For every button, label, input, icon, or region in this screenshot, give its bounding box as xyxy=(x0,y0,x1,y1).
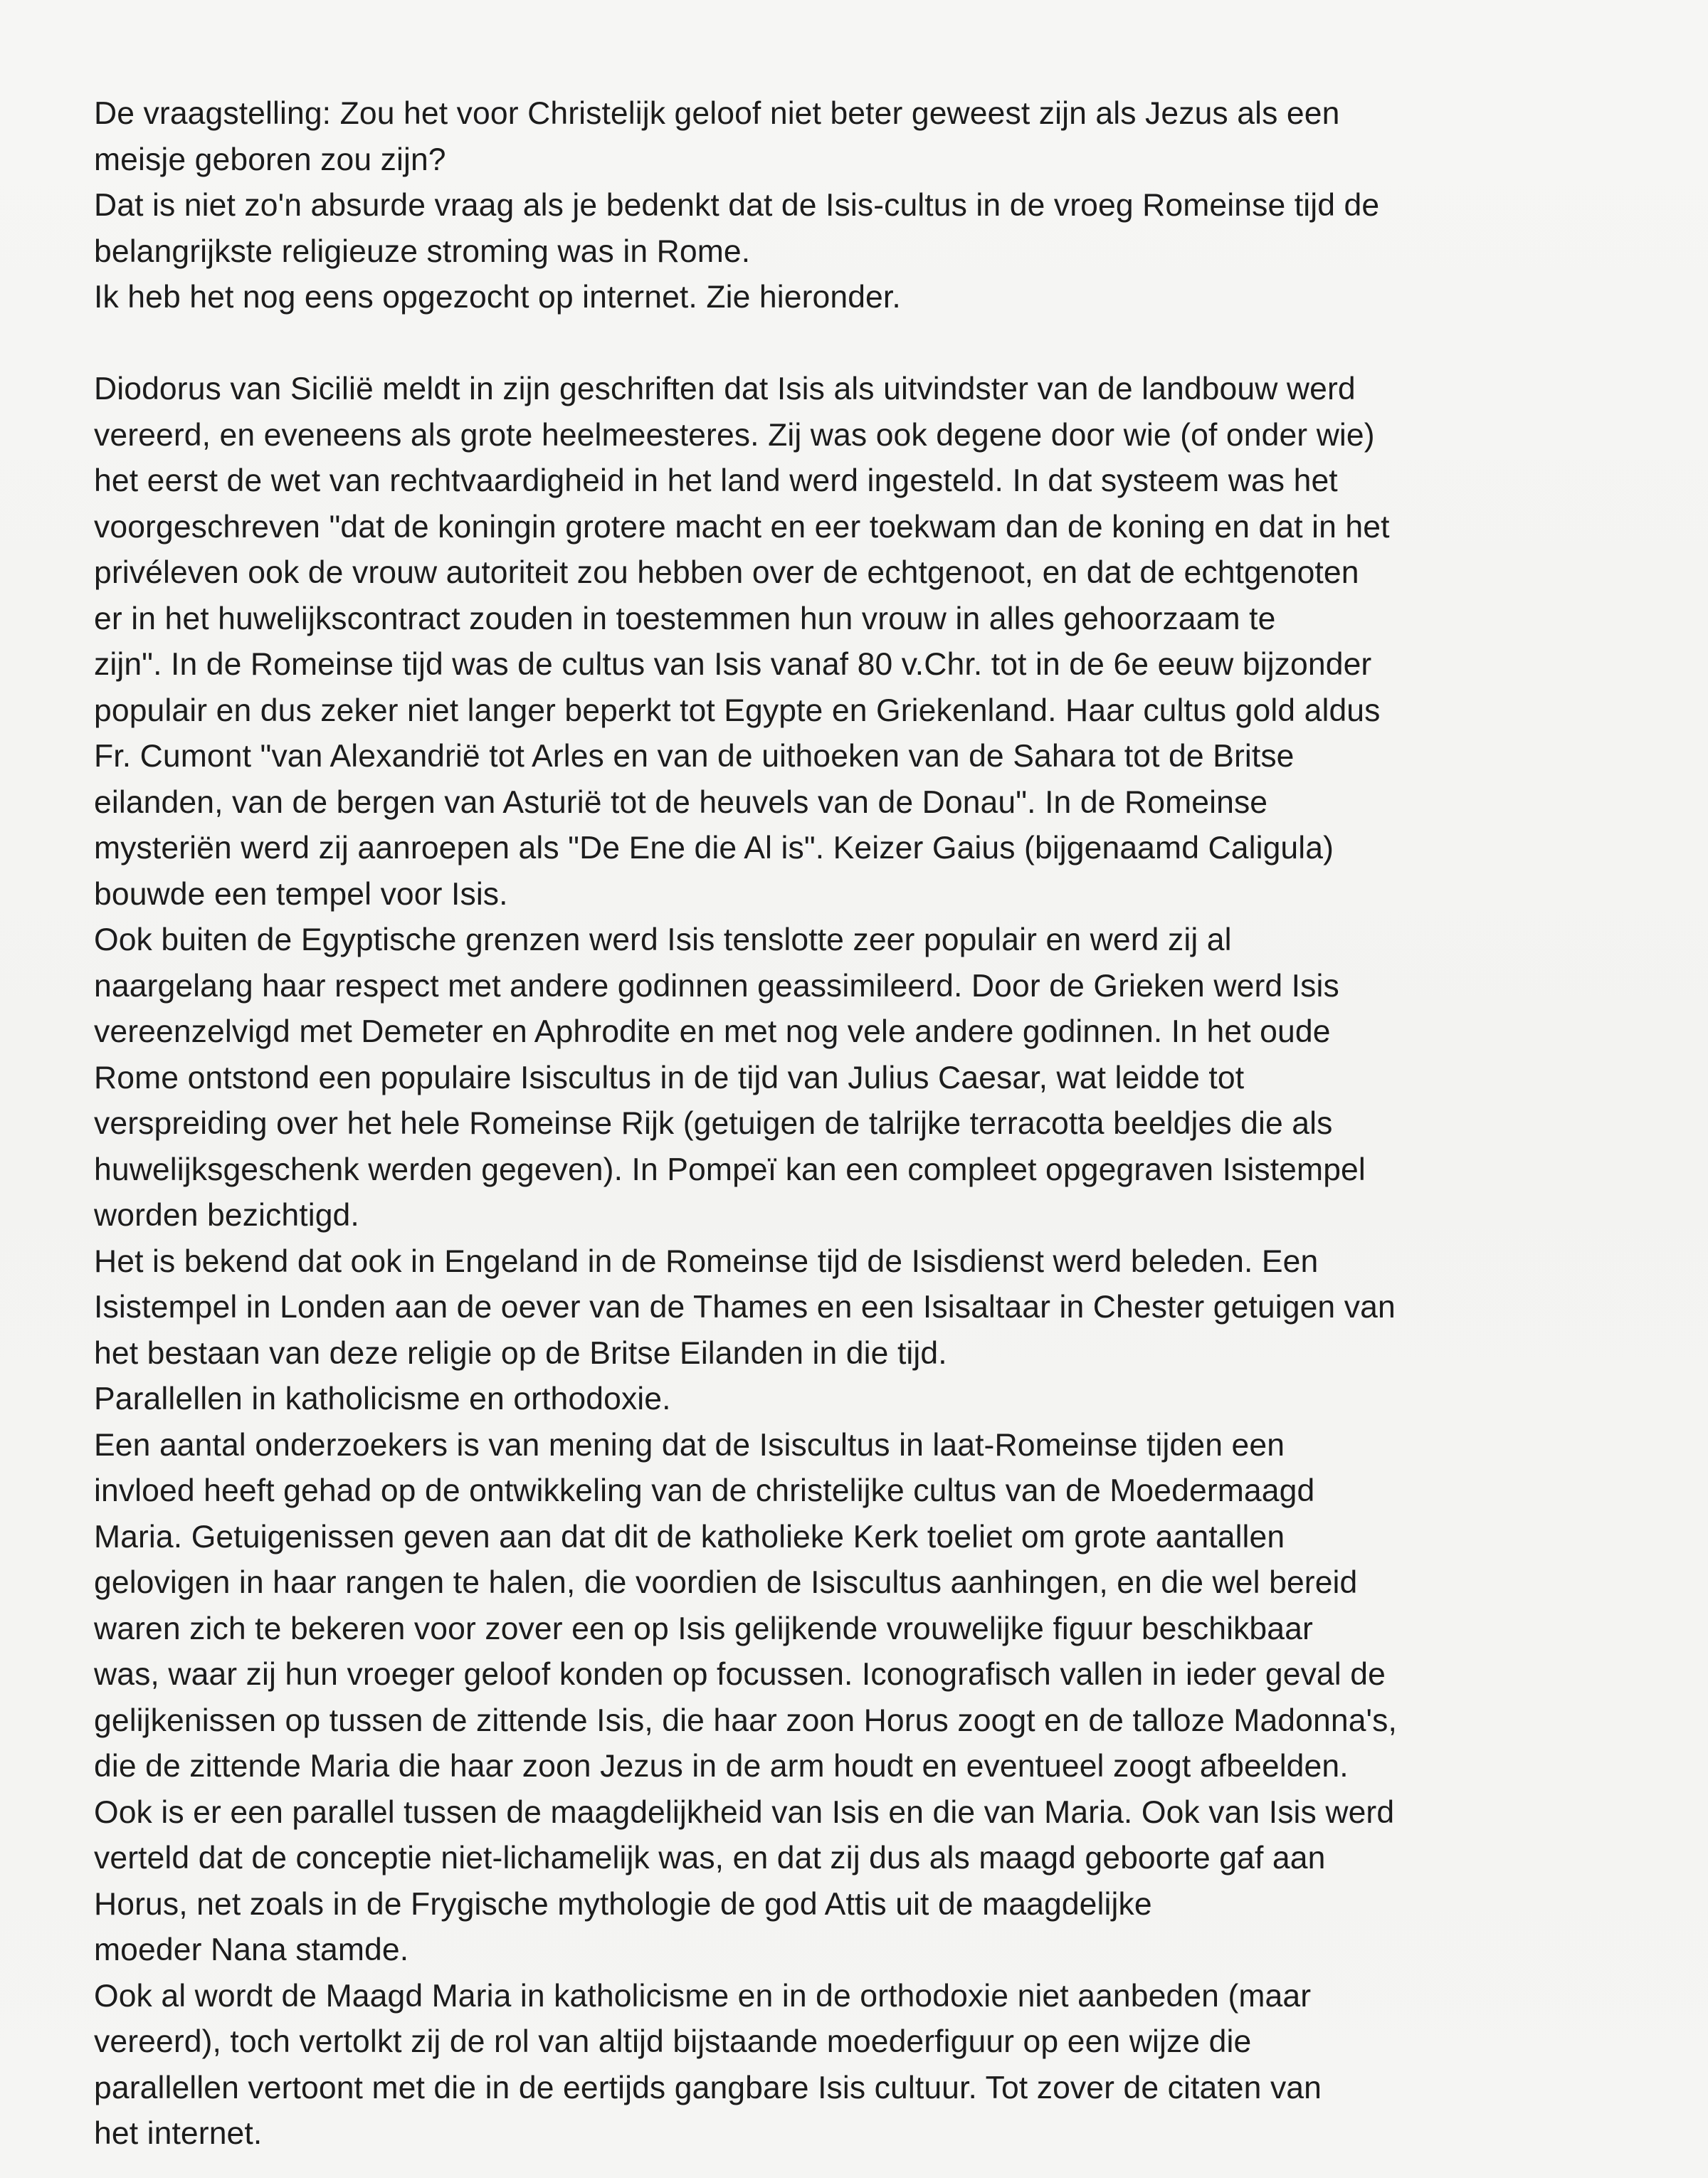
body-line: eilanden, van de bergen van Asturië tot de heuvels van de Donau". In de Romeinse xyxy=(94,784,1268,820)
body-line: zijn". In de Romeinse tijd was de cultus van Isis vanaf 80 v.Chr. tot in de 6e eeuw bijzonder xyxy=(94,647,1372,682)
document-text xyxy=(94,91,1645,2157)
body-line: Ook buiten de Egyptische grenzen werd Isis tenslotte zeer populair en werd zij al xyxy=(94,922,1232,957)
body-line: voorgeschreven "dat de koningin grotere macht en eer toekwam dan de koning en dat in het xyxy=(94,509,1390,544)
body-line: het eerst de wet van rechtvaardigheid in het land werd ingesteld. In dat systeem was het xyxy=(94,463,1338,498)
body-line: gelovigen in haar rangen te halen, die voordien de Isiscultus aanhingen, en die wel bereid xyxy=(94,1565,1358,1600)
paragraph-gap xyxy=(94,321,1645,367)
body-line: het internet. xyxy=(94,2116,263,2151)
body-line: Maria. Getuigenissen geven aan dat dit de katholieke Kerk toeliet om grote aantallen xyxy=(94,1519,1285,1554)
body-line: vereerd), toch vertolkt zij de rol van altijd bijstaande moederfiguur op een wijze die xyxy=(94,2024,1252,2059)
body-line: Een aantal onderzoekers is van mening dat de Isiscultus in laat-Romeinse tijden een xyxy=(94,1427,1285,1463)
body-line: invloed heeft gehad op de ontwikkeling van de christelijke cultus van de Moedermaagd xyxy=(94,1473,1315,1508)
body-line: vereenzelvigd met Demeter en Aphrodite en met nog vele andere godinnen. In het oude xyxy=(94,1014,1331,1049)
body-line: Ook al wordt de Maagd Maria in katholicisme en in de orthodoxie niet aanbeden (maar xyxy=(94,1978,1312,2014)
body-line: mysteriën werd zij aanroepen als "De Ene die Al is". Keizer Gaius (bijgenaamd Caligula) xyxy=(94,831,1334,866)
body-line: naargelang haar respect met andere godinnen geassimileerd. Door de Grieken werd Isis xyxy=(94,968,1339,1004)
body-line: huwelijksgeschenk werden gegeven). In Pompeï kan een compleet opgegraven Isistempel xyxy=(94,1152,1366,1187)
body-line: Fr. Cumont "van Alexandrië tot Arles en van de uithoeken van de Sahara tot de Britse xyxy=(94,739,1295,774)
body-line: Horus, net zoals in de Frygische mythologie de god Attis uit de maagdelijke xyxy=(94,1886,1152,1922)
body-line: waren zich te bekeren voor zover een op Isis gelijkende vrouwelijke figuur beschikbaar xyxy=(94,1611,1313,1646)
intro-line: Ik heb het nog eens opgezocht op internet. Zie hieronder. xyxy=(94,280,901,315)
body-line: Diodorus van Sicilië meldt in zijn geschriften dat Isis als uitvindster van de landbouw werd xyxy=(94,372,1356,406)
body-line: privéleven ook de vrouw autoriteit zou hebben over de echtgenoot, en dat de echtgenoten xyxy=(94,555,1359,590)
body-line: vereerd, en eveneens als grote heelmeesteres. Zij was ook degene door wie (of onder wie) xyxy=(94,417,1375,453)
intro-line: Dat is niet zo'n absurde vraag als je bedenkt dat de Isis-cultus in de vroeg Romeinse tijd de xyxy=(94,188,1380,223)
body-line: die de zittende Maria die haar zoon Jezus in de arm houdt en eventueel zoogt afbeelden. xyxy=(94,1749,1349,1784)
intro-line: De vraagstelling: Zou het voor Christelijk geloof niet beter geweest zijn als Jezus als een xyxy=(94,96,1340,131)
body-line: verspreiding over het hele Romeinse Rijk (getuigen de talrijke terracotta beeldjes die als xyxy=(94,1106,1333,1141)
body-line: Rome ontstond een populaire Isiscultus in de tijd van Julius Caesar, wat leidde tot xyxy=(94,1060,1245,1095)
section-heading: Parallellen in katholicisme en orthodoxie. xyxy=(94,1382,671,1416)
body-line: populair en dus zeker niet langer beperkt tot Egypte en Griekenland. Haar cultus gold aldus xyxy=(94,693,1381,728)
body-line: bouwde een tempel voor Isis. xyxy=(94,876,508,912)
body-line: het bestaan van deze religie op de Britse Eilanden in die tijd. xyxy=(94,1335,947,1371)
body-line: Het is bekend dat ook in Engeland in de Romeinse tijd de Isisdienst werd beleden. Een xyxy=(94,1243,1319,1279)
body-line: gelijkenissen op tussen de zittende Isis, die haar zoon Horus zoogt en de talloze Madonna's, xyxy=(94,1703,1397,1738)
body-line: was, waar zij hun vroeger geloof konden op focussen. Iconografisch vallen in ieder geval de xyxy=(94,1657,1386,1692)
body-line: worden bezichtigd. xyxy=(94,1198,359,1233)
body-line: er in het huwelijkscontract zouden in toestemmen hun vrouw in alles gehoorzaam te xyxy=(94,601,1276,636)
body-line: Ook is er een parallel tussen de maagdelijkheid van Isis en die van Maria. Ook van Isis werd xyxy=(94,1794,1395,1830)
intro-line: meisje geboren zou zijn? xyxy=(94,142,446,177)
body-line: moeder Nana stamde. xyxy=(94,1932,409,1967)
body-line: verteld dat de conceptie niet-lichamelijk was, en dat zij dus als maagd geboorte gaf aan xyxy=(94,1841,1326,1876)
body-line: Isistempel in Londen aan de oever van de Thames en een Isisaltaar in Chester getuigen van xyxy=(94,1290,1396,1325)
intro-line: belangrijkste religieuze stroming was in Rome. xyxy=(94,233,751,269)
body-line: parallellen vertoont met die in de eertijds gangbare Isis cultuur. Tot zover de citaten van xyxy=(94,2070,1322,2105)
